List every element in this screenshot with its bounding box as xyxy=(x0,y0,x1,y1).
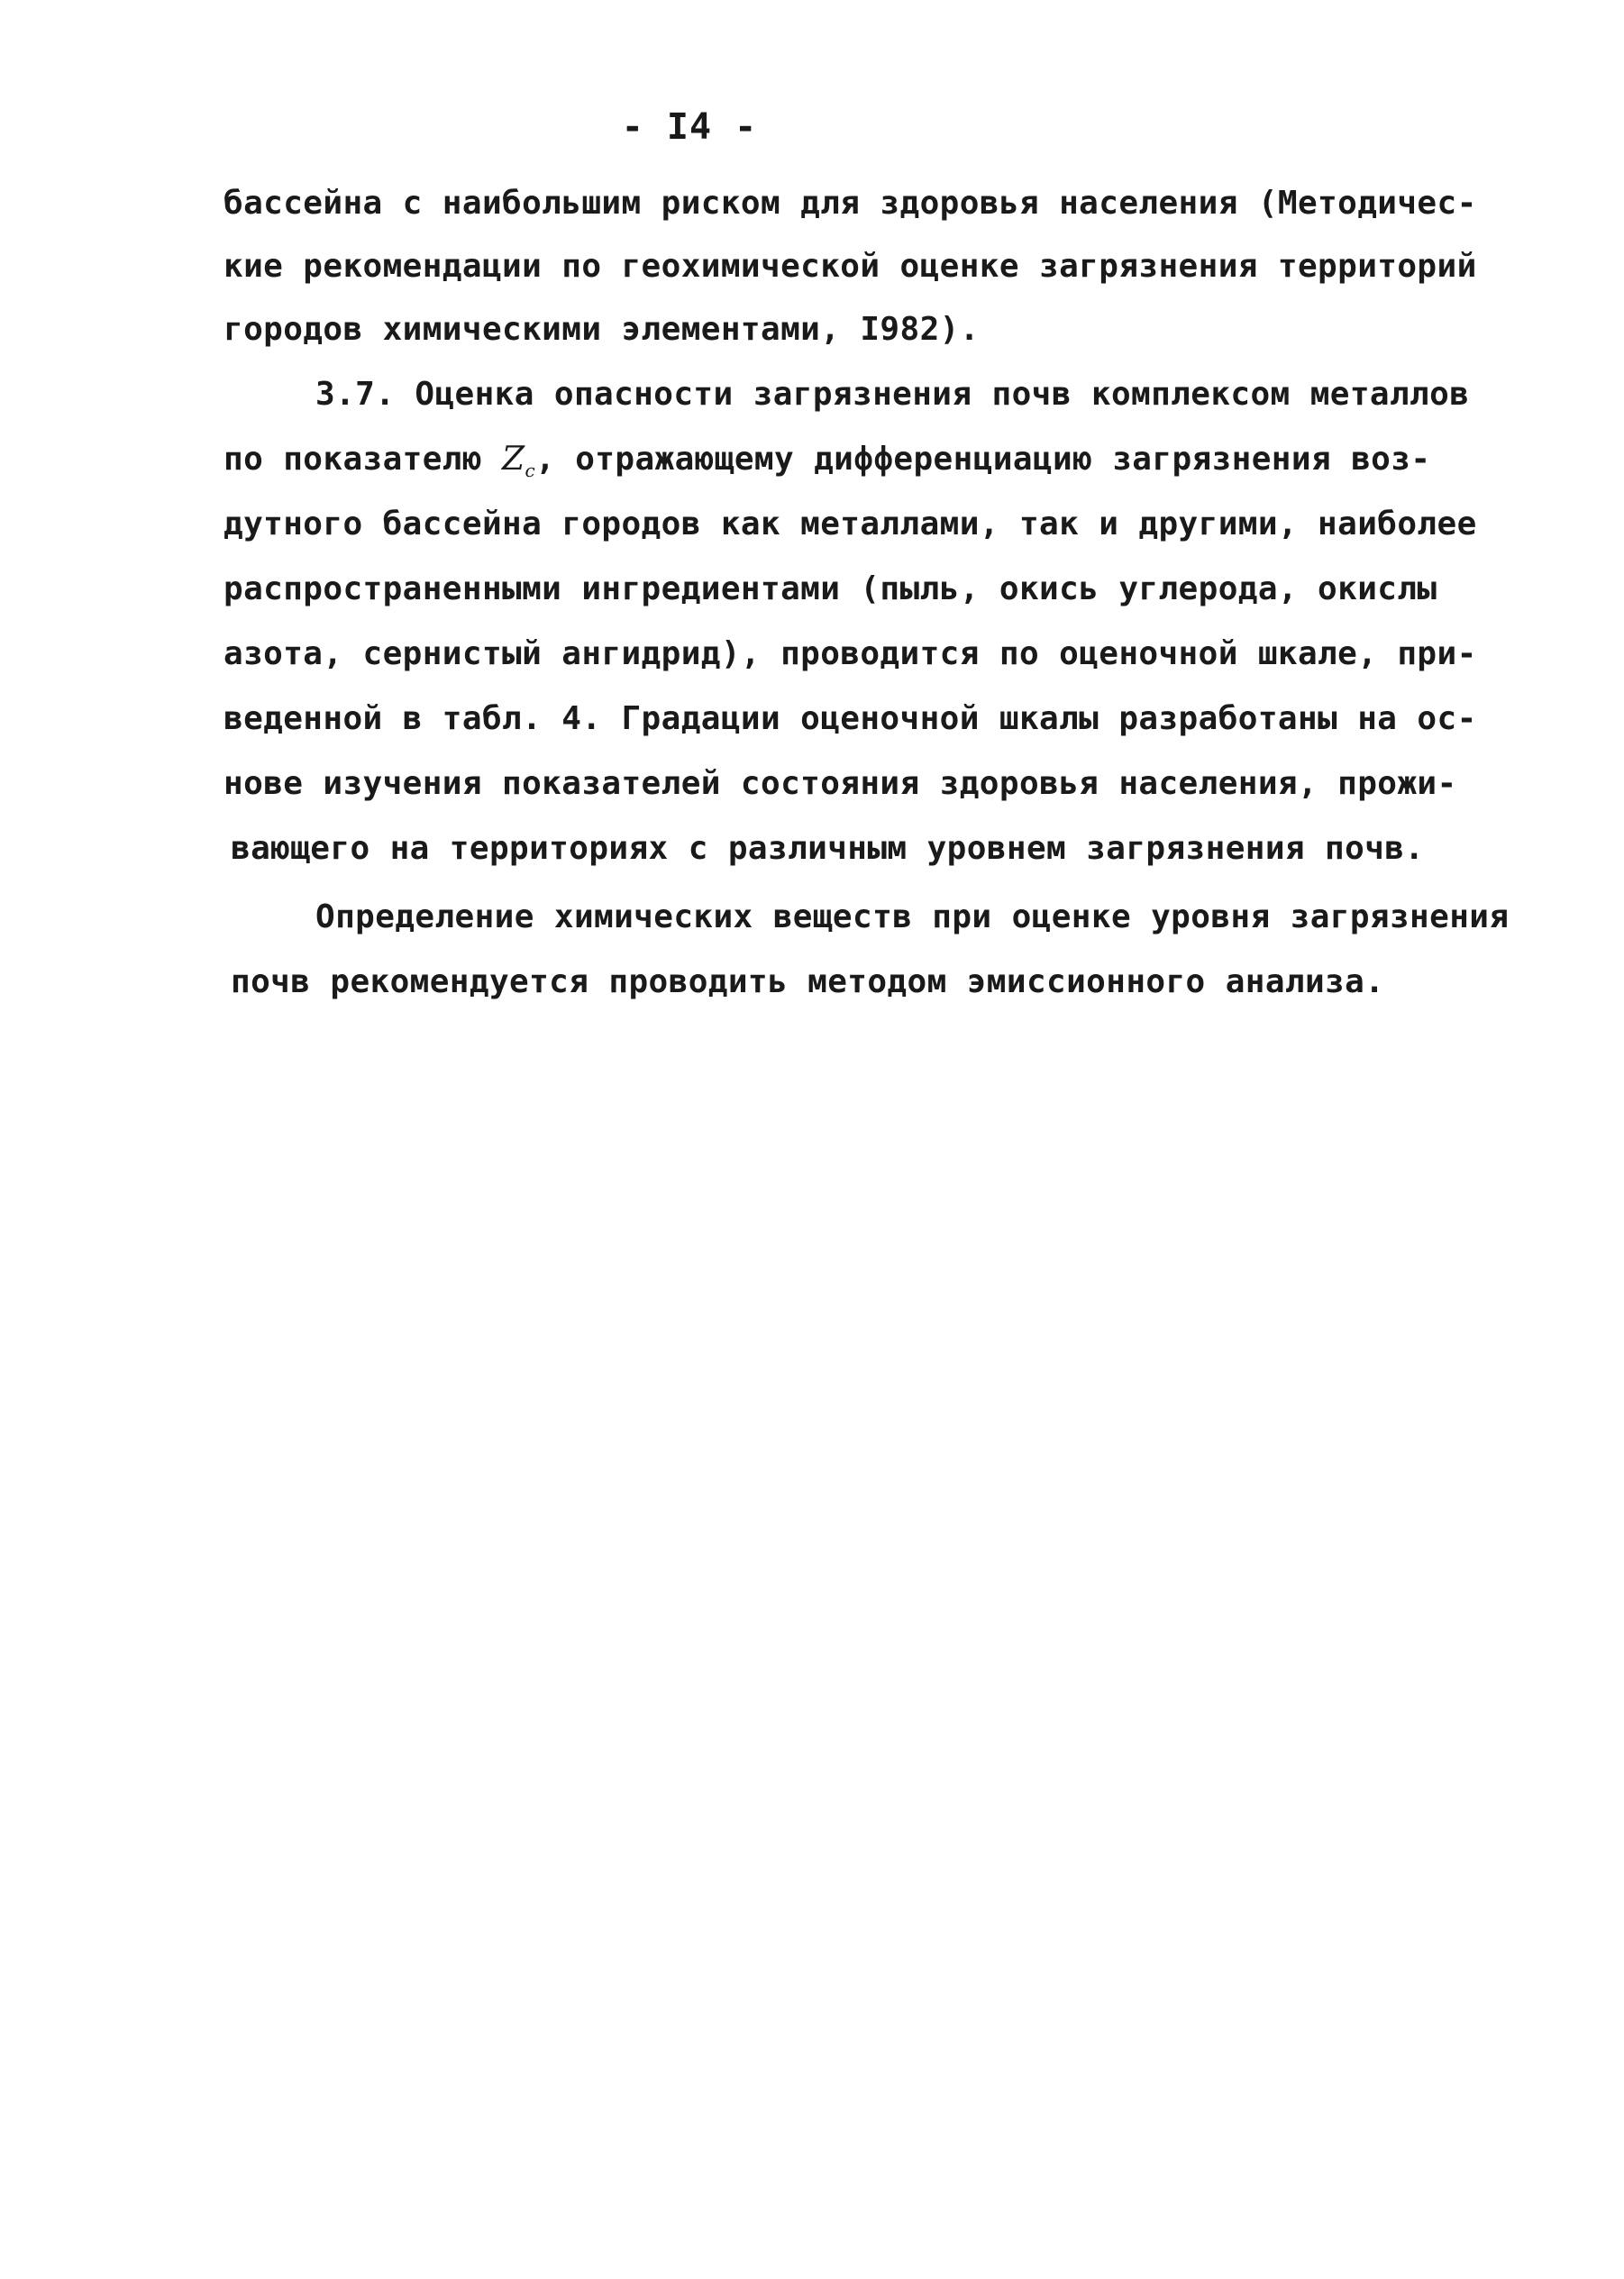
text-line-with-symbol xyxy=(224,441,1431,482)
text-line: нове изучения показателей состояния здоровья населения, прожи- xyxy=(224,765,1457,802)
text-line: бассейна с наибольшим риском для здоровья населения (Методичес- xyxy=(224,185,1477,222)
page-number: - I4 - xyxy=(621,106,758,148)
text-line: 3.7. Оценка опасности загрязнения почв комплексом металлов xyxy=(315,376,1470,413)
text-line: Определение химических веществ при оценке уровня загрязнения xyxy=(315,898,1510,935)
text-segment: , отражающему дифференциацию загрязнения воз- xyxy=(535,441,1431,478)
formula-symbol xyxy=(502,441,536,482)
text-segment: по показателю xyxy=(224,441,503,478)
text-line: почв рекомендуется проводить методом эмиссионного анализа. xyxy=(231,963,1385,1000)
text-line: кие рекомендации по геохимической оценке загрязнения территорий xyxy=(224,248,1477,285)
text-line: веденной в табл. 4. Градации оценочной шкалы разработаны на ос- xyxy=(224,700,1477,737)
text-line: распространенными ингредиентами (пыль, окись углерода, окислы xyxy=(224,570,1437,607)
text-line: дутного бассейна городов как металлами, так и другими, наиболее xyxy=(224,506,1477,542)
formula-symbol-main: Z xyxy=(502,441,525,478)
text-line: городов химическими элементами, I982). xyxy=(224,311,980,348)
formula-symbol-subscript: c xyxy=(525,460,536,482)
text-line: азота, сернистый ангидрид), проводится по оценочной шкале, при- xyxy=(224,635,1477,672)
text-line: вающего на территориях с различным уровнем загрязнения почв. xyxy=(231,830,1425,867)
